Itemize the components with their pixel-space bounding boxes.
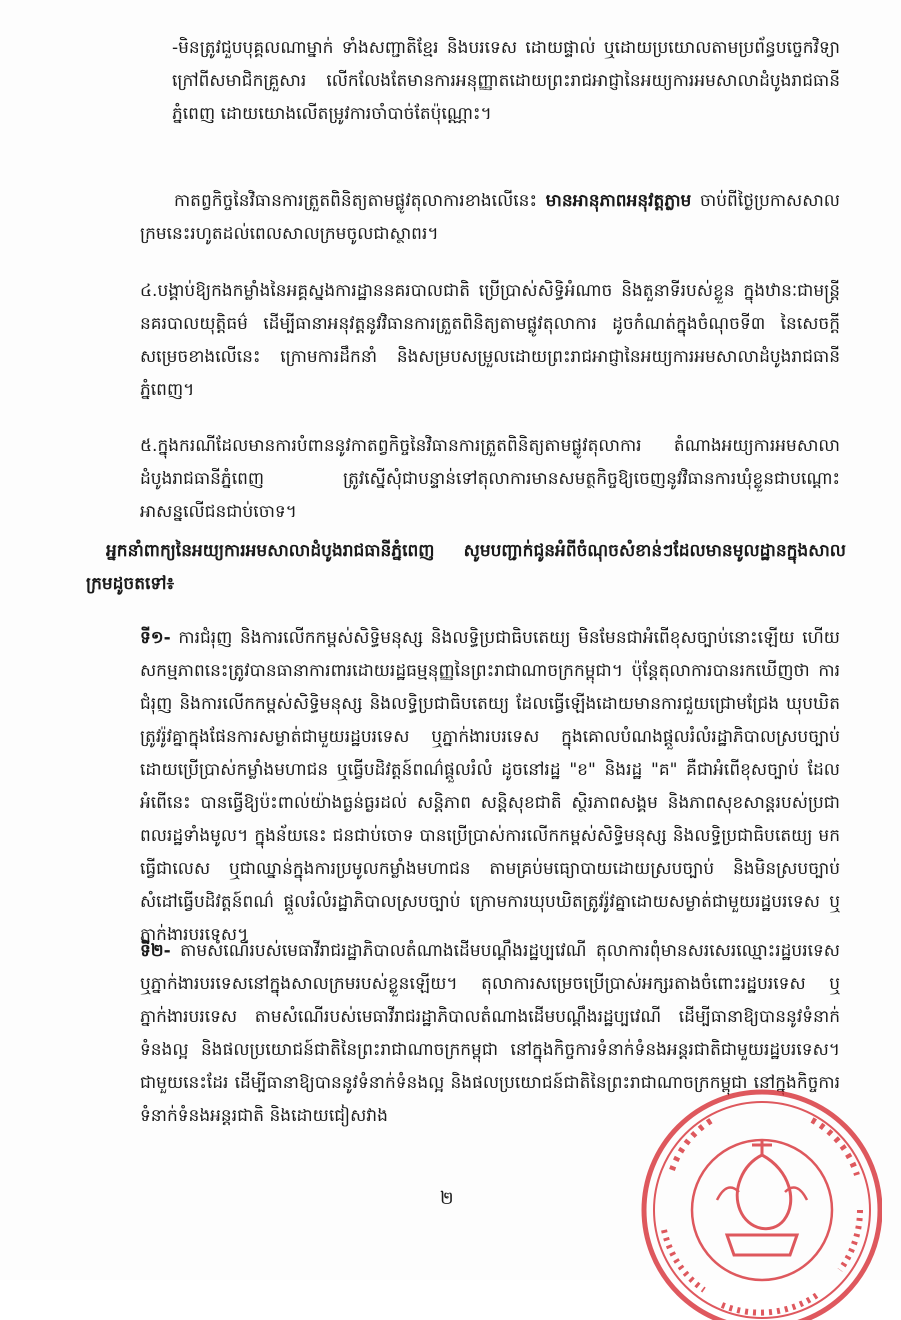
point-label: ទី១- — [140, 628, 171, 648]
page-number: ២ — [440, 1188, 454, 1209]
paragraph-point-1 — [140, 622, 840, 952]
heading-text: អ្នកនាំពាក្យនៃអយ្យការអមសាលាដំបូងរាជធានីភ្នំពេញ សូមបញ្ជាក់ជូនអំពីចំណុចសំខាន់ៗដែលមានមូលដ្ឋានក្នុងសាលក្រមដូចតទៅ៖ — [86, 541, 846, 594]
paragraph-item-5 — [140, 430, 840, 529]
point-label: ទី២- — [140, 941, 171, 961]
paragraph-immediate-effect — [140, 185, 840, 251]
paragraph-text: កាតព្វកិច្ចនៃវិធានការត្រួតពិនិត្យតាមផ្លូវតុលាការខាងលើនេះ — [174, 191, 546, 211]
paragraph-text: -មិនត្រូវជួបបុគ្គលណាម្នាក់ ទាំងសញ្ជាតិខ្មែរ និងបរទេស ដោយផ្ទាល់ ឬដោយប្រយោលតាមប្រព័ន្ធបច្ចេកវិទ្យា ក្រៅពីសមាជិកគ្រួសារ លើកលែងតែមានការអនុញ្ញាតដោយព្រះរាជអាជ្ញានៃអយ្យការអមសាលាដំបូងរាជធានីភ្នំពេញ ដោយយោងលើតម្រូវការចាំបាច់តែប៉ុណ្ណោះ។ — [172, 38, 840, 124]
paragraph-no-contact-condition — [172, 32, 840, 131]
paragraph-text: ៤.បង្គាប់ឱ្យកងកម្លាំងនៃអគ្គស្នងការដ្ឋាននគរបាលជាតិ ប្រើប្រាស់សិទ្ធិអំណាច និងតួនាទីរបស់ខ្លួន ក្នុងឋានៈជាមន្ត្រីនគរបាលយុត្តិធម៌ ដើម្បីធានាអនុវត្តនូវវិធានការត្រួតពិនិត្យតាមផ្លូវតុលាការ ដូចកំណត់ក្នុងចំណុចទី៣ នៃសេចក្តីសម្រេចខាងលើនេះ ក្រោមការដឹកនាំ និងសម្របសម្រួលដោយព្រះរាជអាជ្ញានៃអយ្យការអមសាលាដំបូងរាជធានីភ្នំពេញ។ — [140, 281, 840, 400]
paragraph-text: ការជំរុញ និងការលើកកម្ពស់សិទ្ធិមនុស្ស និងលទ្ធិប្រជាធិបតេយ្យ មិនមែនជាអំពើខុសច្បាប់នោះឡើយ ហើយសកម្មភាពនេះត្រូវបានធានាការពារដោយរដ្ឋធម្មនុញ្ញនៃព្រះរាជាណាចក្រកម្ពុជា។ ប៉ុន្តែតុលាការបានរកឃើញថា ការជំរុញ និងការលើកកម្ពស់សិទ្ធិមនុស្ស និងលទ្ធិប្រជាធិបតេយ្យ ដែលធ្វើឡើងដោយមានការជួយជ្រោមជ្រែង ឃុបឃិតត្រូវរ៉ូវគ្នាក្នុងផែនការសម្ងាត់ជាមួយរដ្ឋបរទេស ឬភ្នាក់ងារបរទេស ក្នុងគោលបំណងផ្តួលរំលំរដ្ឋាភិបាលស្របច្បាប់ ដោយប្រើប្រាស់កម្លាំងមហាជន ឬធ្វើបដិវត្តន៍ពណ៌ផ្តួលរំលំ ដូចនៅរដ្ឋ "ខ" និងរដ្ឋ "គ" គឺជាអំពើខុសច្បាប់ ដែលអំពើនេះ បានធ្វើឱ្យប៉ះពាល់យ៉ាងធ្ងន់ធ្ងរដល់ សន្តិភាព សន្តិសុខជាតិ ស្ថិរភាពសង្គម និងភាពសុខសាន្តរបស់ប្រជាពលរដ្ឋទាំងមូល។ ក្នុងន័យនេះ ជនជាប់ចោទ បានប្រើប្រាស់ការលើកកម្ពស់សិទ្ធិមនុស្ស និងលទ្ធិប្រជាធិបតេយ្យ មកធ្វើជាលេស ឬជាឈ្នាន់ក្នុងការប្រមូលកម្លាំងមហាជន តាមគ្រប់មធ្យោបាយដោយស្របច្បាប់ និងមិនស្របច្បាប់ សំដៅធ្វើបដិវត្តន៍ពណ៌ ផ្តួលរំលំរដ្ឋាភិបាលស្របច្បាប់ ក្រោមការឃុបឃិតត្រូវរ៉ូវគ្នាដោយសម្ងាត់ជាមួយរដ្ឋបរទេស ឬ ភ្នាក់ងារបរទេស។ — [140, 628, 840, 945]
official-seal-stamp — [612, 1060, 882, 1320]
paragraph-text: តាមសំណើរបស់មេធាវីរាជរដ្ឋាភិបាលតំណាងដើមបណ្តឹងរដ្ឋប្បវេណី តុលាការពុំមានសរសេរឈ្មោះរដ្ឋបរទេស ឬភ្នាក់ងារបរទេសនៅក្នុងសាលក្រមរបស់ខ្លួនឡើយ។ តុលាការសម្រេចប្រើប្រាស់អក្សរតាងចំពោះរដ្ឋបរទេស ឬភ្នាក់ងារបរទេស តាមសំណើរបស់មេធាវីរាជរដ្ឋាភិបាលតំណាងដើមបណ្តឹងរដ្ឋប្បវេណី ដើម្បីធានាឱ្យបាននូវទំនាក់ទំនងល្អ និងផលប្រយោជន៍ជាតិនៃព្រះរាជាណាចក្រកម្ពុជា នៅក្នុងកិច្ចការទំនាក់ទំនងអន្តរជាតិជាមួយរដ្ឋបរទេស។ ជាមួយនេះដែរ ដើម្បីធានាឱ្យបាននូវទំនាក់ទំនងល្អ និងផលប្រយោជន៍ជាតិនៃព្រះរាជាណាចក្រកម្ពុជា នៅក្នុងកិច្ចការទំនាក់ទំនងអន្តរជាតិ និងដោយជៀសវាង — [140, 941, 840, 1126]
paragraph-item-4 — [140, 275, 840, 407]
bold-phrase: មានអានុភាពអនុវត្តភ្លាម — [545, 191, 692, 211]
section-heading-spokesperson — [86, 535, 846, 601]
paragraph-text: ចាប់ពីថ្ងៃប្រកាសសាលក្រមនេះរហូតដល់ពេលសាលក្រមចូលជាស្ថាពរ។ — [140, 191, 840, 244]
paragraph-text: ៥.ក្នុងករណីដែលមានការបំពាននូវកាតព្វកិច្ចនៃវិធានការត្រួតពិនិត្យតាមផ្លូវតុលាការ តំណាងអយ្យការអមសាលាដំបូងរាជធានីភ្នំពេញ ត្រូវស្នើសុំជាបន្ទាន់ទៅតុលាការមានសមត្ថកិច្ចឱ្យចេញនូវវិធានការឃុំខ្លួនជាបណ្តោះអាសន្នលើជនជាប់ចោទ។ — [140, 436, 840, 522]
